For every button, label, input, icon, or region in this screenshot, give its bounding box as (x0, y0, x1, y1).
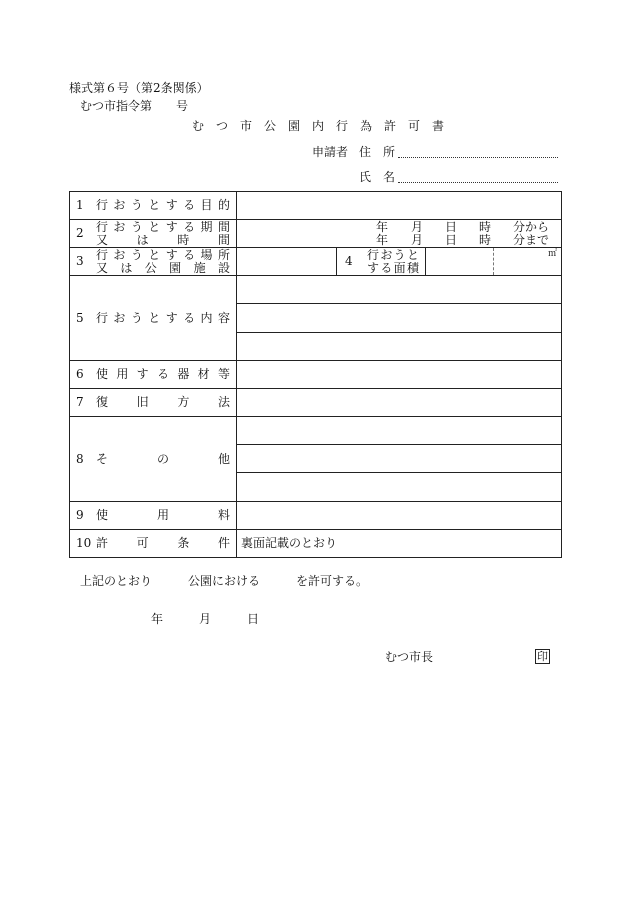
conditions-value: 裏面記載のとおり (237, 530, 562, 558)
purpose-field[interactable] (237, 192, 562, 220)
content-label: 行 お う と す る 内 容 (96, 310, 230, 325)
seal-label: 印 (537, 650, 548, 663)
month-label: 月 (411, 232, 424, 247)
table-row (70, 192, 562, 220)
period-start (237, 221, 561, 234)
row-number: 3 (76, 254, 84, 268)
row-number: 8 (76, 451, 84, 466)
other-field-2[interactable] (237, 445, 562, 473)
row-number: 10 (76, 536, 92, 550)
period-label: 行 お う と す る 期 間 (96, 219, 230, 234)
table-row (70, 220, 562, 248)
applicant-label: 申請者 (312, 145, 349, 159)
area-field[interactable] (426, 248, 494, 276)
fee-label: 使 用 料 (96, 508, 230, 522)
name-label: 氏 名 (359, 170, 396, 184)
seal-mark (535, 649, 550, 663)
table-row (70, 276, 562, 304)
location-label: 行 お う と す る 場 所 (96, 247, 230, 262)
area-label-2: す る 面 積 (367, 260, 419, 275)
row-number: 6 (76, 367, 84, 381)
table-row (70, 502, 562, 530)
row-number: 9 (76, 508, 84, 522)
address-label: 住 所 (359, 145, 396, 159)
day-label: 日 (445, 219, 458, 234)
location-label-2: 又 は 公 園 施 設 (96, 260, 230, 275)
restoration-label: 復 旧 方 法 (96, 395, 230, 409)
year-label: 年 (376, 232, 389, 247)
name-field[interactable] (398, 170, 558, 183)
row-number: 7 (76, 395, 84, 409)
period-field[interactable] (237, 220, 562, 248)
permit-statement: 上記のとおり 公園における を許可する。 (80, 574, 369, 588)
equipment-field[interactable] (237, 361, 562, 389)
year-label: 年 (376, 219, 389, 234)
reference-number: むつ市指令第 号 (80, 99, 189, 113)
document-title: む つ 市 公 園 内 行 為 許 可 書 (192, 119, 445, 133)
issuer-name: むつ市長 (385, 650, 434, 664)
table-row (70, 530, 562, 558)
row-number: 4 (345, 254, 353, 268)
content-field-1[interactable] (237, 276, 562, 304)
period-end (237, 234, 561, 247)
table-row (70, 361, 562, 389)
area-label: 行 お う と (367, 247, 419, 262)
other-field-3[interactable] (237, 473, 562, 502)
form-number: 様式第６号（第2条関係） (69, 81, 209, 95)
table-row (70, 389, 562, 417)
table-row (70, 248, 562, 276)
conditions-label: 許 可 条 件 (96, 536, 230, 550)
row-number: 2 (76, 226, 84, 240)
purpose-label: 行 お う と す る 目 的 (96, 198, 230, 212)
table-row (70, 417, 562, 445)
content-field-3[interactable] (237, 333, 562, 361)
row-number: 5 (76, 310, 84, 325)
issue-date: 年 月 日 (151, 612, 260, 626)
month-label: 月 (411, 219, 424, 234)
location-field[interactable] (237, 248, 337, 276)
restoration-field[interactable] (237, 389, 562, 417)
content-field-2[interactable] (237, 304, 562, 333)
other-field-1[interactable] (237, 417, 562, 445)
area-unit: ㎡ (494, 248, 562, 276)
hour-label: 時 (479, 232, 492, 247)
period-label-2: 又 は 時 間 (96, 232, 230, 247)
address-field[interactable] (398, 145, 558, 158)
equipment-label: 使 用 す る 器 材 等 (96, 367, 230, 381)
minute-until-label: 分まで (513, 232, 550, 247)
hour-label: 時 (479, 219, 492, 234)
minute-from-label: 分から (513, 219, 550, 234)
other-label: そ の 他 (96, 451, 230, 466)
permit-form-table (69, 191, 562, 558)
fee-field[interactable] (237, 502, 562, 530)
day-label: 日 (445, 232, 458, 247)
row-number: 1 (76, 198, 84, 212)
